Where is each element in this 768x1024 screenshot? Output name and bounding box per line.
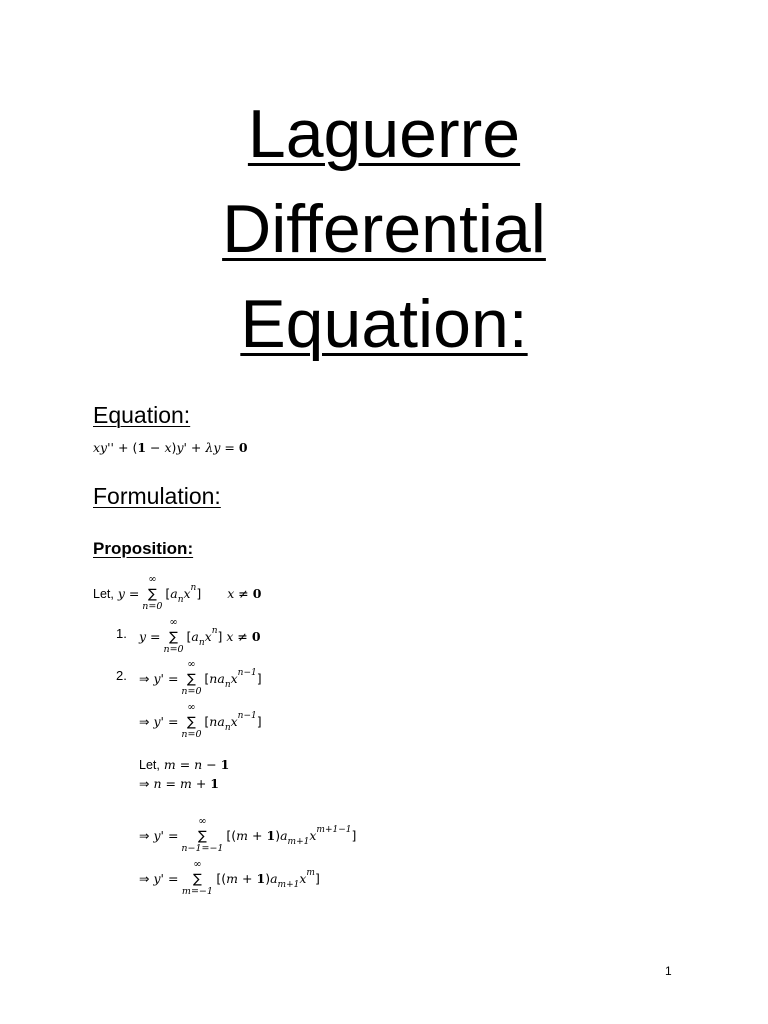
substitution-implies-line: ⇒ n = m + 1: [139, 776, 219, 791]
proposition-heading: Proposition:: [93, 539, 194, 558]
shifted-series-line-1: ⇒ y' = ∞ ∑ n−1=−1 $[(m + 1)a_{m+1}x^{m+1-1}]$: [139, 816, 357, 854]
let-series-line: Let, y = ∞ ∑ n=0 $[a_nx^n] x \ne 0$: [93, 574, 262, 612]
title-line-2: Differential: [222, 191, 546, 267]
equation-heading: Equation:: [93, 402, 191, 428]
page-number: 1: [665, 964, 672, 978]
shifted-series-line-2: ⇒ y' = ∞ ∑ m=−1 $[(m + 1)a_{m+1}x^m]$: [139, 859, 320, 897]
item-1-number: 1.: [116, 626, 127, 641]
item-2b-equation: ⇒ y' = ∞ ∑ n=0 $[na_nx^{n-1}]$: [139, 702, 262, 740]
formulation-heading: Formulation:: [93, 483, 221, 509]
laguerre-equation: xy'' + (1 − x)y' + λy = 0: [93, 440, 248, 455]
title-line-1: Laguerre: [247, 96, 521, 172]
summation-symbol: ∞ ∑ n−1=−1: [181, 816, 224, 854]
summation-symbol: ∞ ∑ m=−1: [181, 859, 213, 897]
title-line-3: Equation:: [240, 286, 528, 362]
summation-symbol: ∞ ∑ n=0: [181, 659, 202, 697]
item-2-equation: ⇒ y' = ∞ ∑ n=0 $[na_nx^{n-1}]$: [139, 659, 262, 697]
item-1-equation: y = ∞ ∑ n=0 $[a_nx^n] x \ne 0$: [139, 617, 261, 655]
summation-symbol: ∞ ∑ n=0: [142, 574, 163, 612]
substitution-let-line: Let, m = n − 1: [139, 757, 230, 772]
item-2-number: 2.: [116, 668, 127, 683]
summation-symbol: ∞ ∑ n=0: [181, 702, 202, 740]
summation-symbol: ∞ ∑ n=0: [163, 617, 184, 655]
